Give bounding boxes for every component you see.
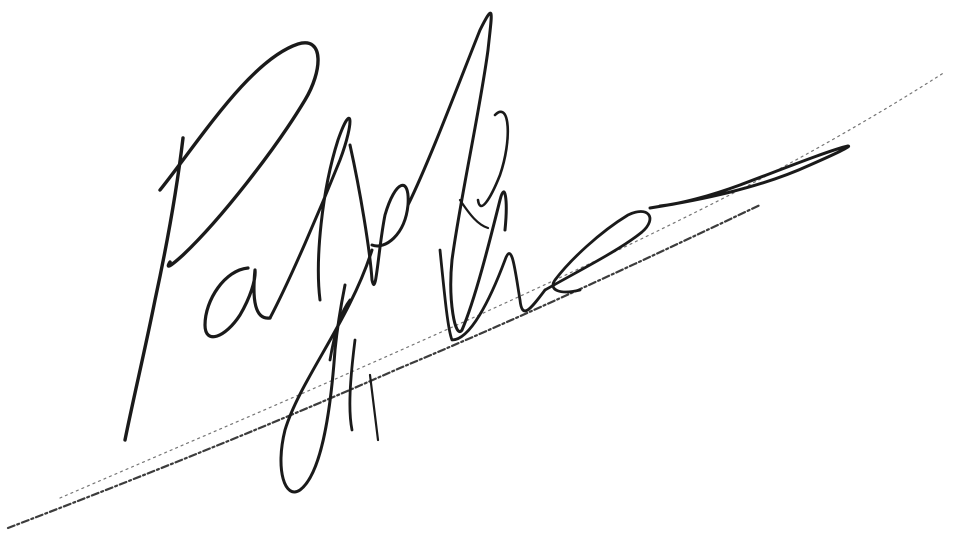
signature-descender-loop [281, 250, 372, 492]
signature-letter-p-loop [160, 43, 318, 266]
signature-letter-p-stem [125, 138, 183, 440]
signature-letter-h [408, 13, 506, 331]
signature-letter-e [545, 211, 650, 291]
signature-faint-slash-stroke [60, 72, 945, 498]
signature-accent-tick [370, 200, 488, 440]
signature-letter-a [205, 268, 270, 337]
signature-letter-l [270, 118, 350, 318]
signature-letter-p-lower [350, 145, 408, 285]
signature-tail-flourish [650, 146, 849, 208]
signature-underline-stroke [8, 205, 760, 528]
